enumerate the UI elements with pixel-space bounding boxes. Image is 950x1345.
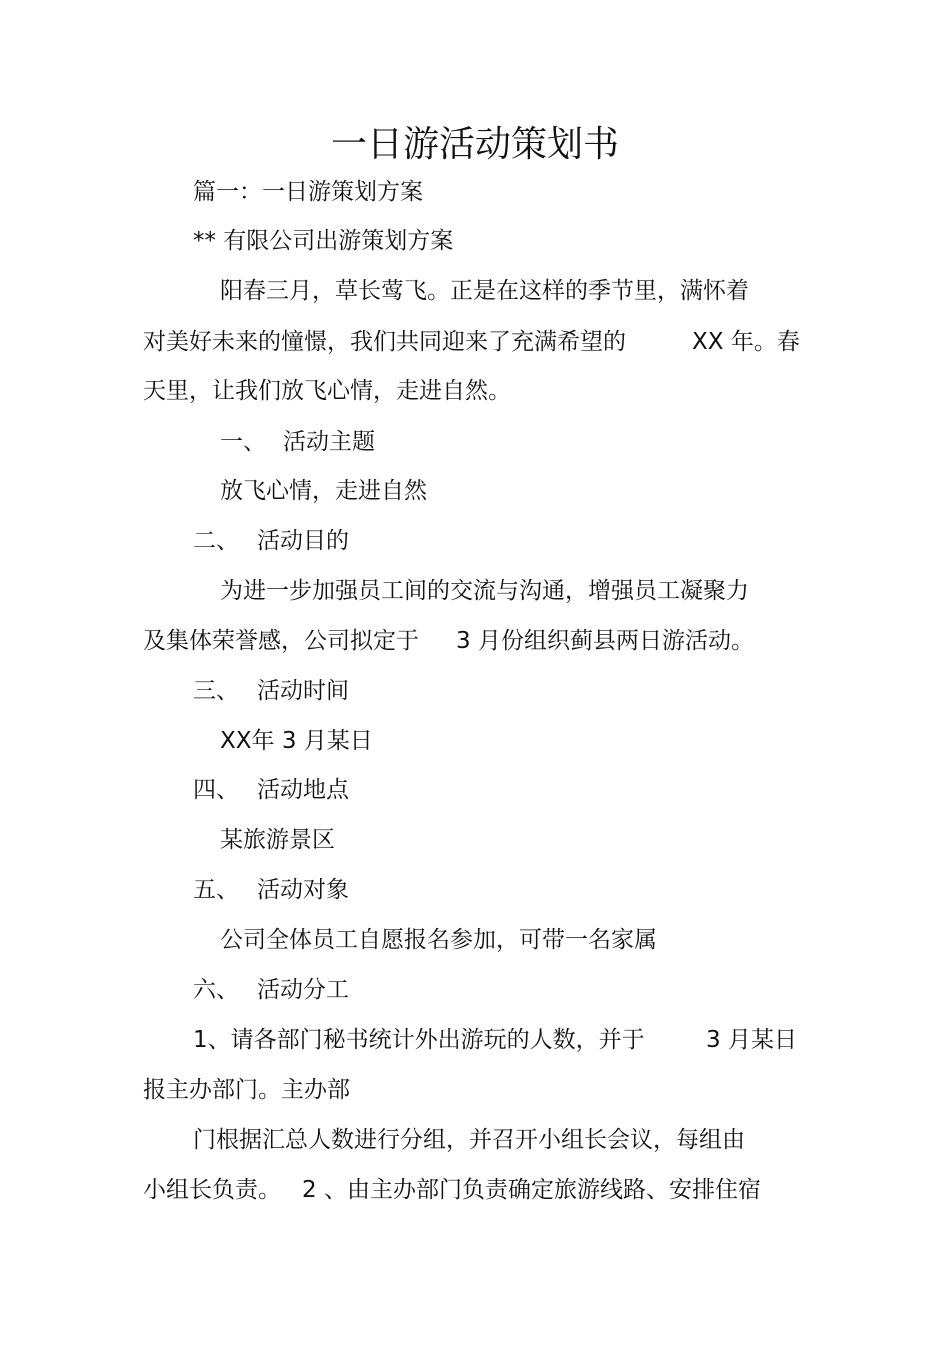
section-body: 放飞心情，走进自然 [220, 478, 427, 504]
intro-line-3: 天里，让我们放飞心情，走进自然。 [143, 378, 511, 404]
document-title: 一日游活动策划书 [330, 124, 619, 165]
subtitle: 篇一：一日游策划方案 [193, 179, 423, 205]
section-number: 二、 [193, 528, 239, 554]
section-number: 五、 [193, 877, 239, 903]
section-number: 四、 [193, 777, 239, 803]
intro-line-2a: 对美好未来的憧憬，我们共同迎来了充满希望的 [143, 329, 626, 355]
section-body: 公司全体员工自愿报名参加，可带一名家属 [220, 927, 657, 953]
section-body: 为进一步加强员工间的交流与沟通，增强员工凝聚力 [220, 578, 749, 604]
division-item-1-cont: 门根据汇总人数进行分组，并召开小组长会议，每组由 [193, 1127, 745, 1153]
section-number: 三、 [193, 678, 239, 704]
section-heading: 活动目的 [257, 528, 349, 554]
division-item-1-cont: 报主办部门。主办部 [143, 1077, 350, 1103]
division-item-2: 2 、由主办部门负责确定旅游线路、安排住宿 [302, 1177, 761, 1203]
section-number: 一、 [220, 429, 266, 455]
plan-heading: ** 有限公司出游策划方案 [193, 228, 454, 254]
section-body: 3 月份组织蓟县两日游活动。 [456, 628, 754, 654]
section-body: 及集体荣誉感，公司拟定于 [143, 628, 419, 654]
section-heading: 活动分工 [257, 977, 349, 1003]
section-number: 六、 [193, 977, 239, 1003]
division-item-1-end: 小组长负责。 [143, 1177, 281, 1203]
intro-line-2b: XX 年。春 [692, 329, 800, 355]
section-body: 某旅游景区 [220, 827, 335, 853]
section-heading: 活动主题 [283, 429, 375, 455]
section-heading: 活动对象 [257, 877, 349, 903]
division-item-1: 1、请各部门秘书统计外出游玩的人数，并于 [193, 1027, 645, 1053]
section-body: XX年 3 月某日 [220, 728, 373, 754]
section-heading: 活动地点 [257, 777, 349, 803]
section-heading: 活动时间 [257, 678, 349, 704]
intro-line-1: 阳春三月，草长莺飞。正是在这样的季节里，满怀着 [220, 278, 749, 304]
division-item-1-date: 3 月某日 [706, 1027, 797, 1053]
